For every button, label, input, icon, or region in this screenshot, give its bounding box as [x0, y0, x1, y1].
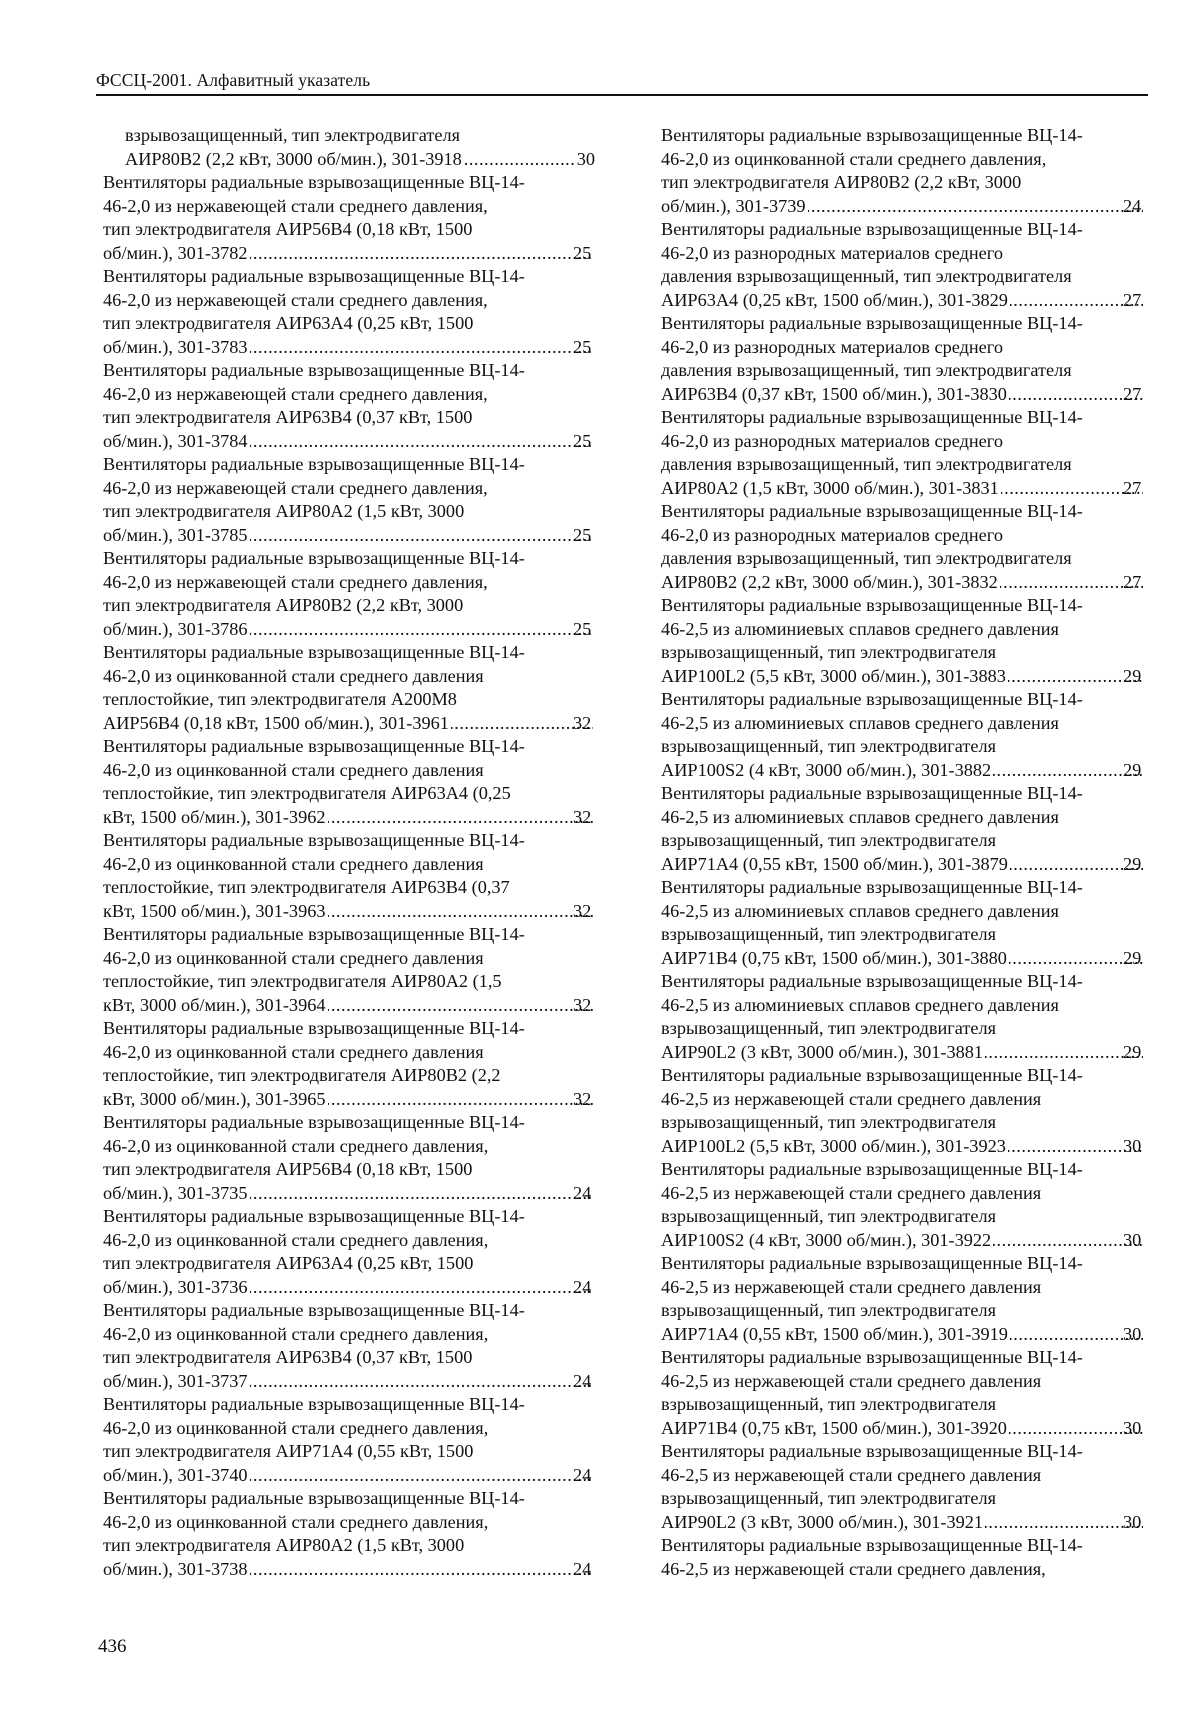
index-entry [103, 923, 595, 1017]
index-entry-text: 46-2,5 из алюминиевых сплавов среднего давления [661, 712, 1059, 733]
index-entry-text: 46-2,5 из нержавеющей стали среднего давления [661, 1088, 1042, 1109]
index-entry-text: Вентиляторы радиальные взрывозащищенные ВЦ-14- [661, 595, 1083, 615]
index-entry-text: 46-2,0 из разнородных материалов среднего [661, 524, 1003, 545]
index-entry-text: тип электродвигателя АИР63В4 (0,37 кВт, 1500 [103, 407, 473, 427]
index-entry-text: об/мин.), 301-3736 [103, 1276, 248, 1297]
index-entry [103, 829, 595, 923]
index-entry-text: Вентиляторы радиальные взрывозащищенные ВЦ-14- [661, 1441, 1083, 1461]
index-entry-text: Вентиляторы радиальные взрывозащищенные ВЦ-14- [103, 830, 525, 850]
index-entry-text: теплостойкие, тип электродвигателя АИР63В4 (0,37 [103, 877, 510, 897]
index-entry [103, 735, 595, 829]
index-entry-text: кВт, 1500 об/мин.), 301-3962 [103, 806, 326, 827]
index-entry-text: АИР71А4 (0,55 кВт, 1500 об/мин.), 301-3879 [661, 853, 1008, 874]
index-entry-text: Вентиляторы радиальные взрывозащищенные ВЦ-14- [661, 783, 1083, 803]
index-column-right [661, 124, 1145, 1581]
index-entry-last-line: об/мин.), 301-3736 ..... 24 [125, 1276, 595, 1300]
index-entry-text: Вентиляторы радиальные взрывозащищенные ВЦ-14- [103, 1394, 525, 1414]
index-entry-text: 46-2,0 из оцинкованной стали среднего давления [103, 759, 484, 780]
index-entry-text: тип электродвигателя АИР63В4 (0,37 кВт, 1500 [103, 1347, 473, 1367]
index-entry-text: АИР80В2 (2,2 кВт, 3000 об/мин.), 301-3832 [661, 571, 998, 592]
index-entry-text: тип электродвигателя АИР71А4 (0,55 кВт, 1500 [103, 1441, 474, 1461]
index-entry-text: тип электродвигателя АИР80А2 (1,5 кВт, 3000 [103, 501, 465, 521]
index-entry-text: АИР63А4 (0,25 кВт, 1500 об/мин.), 301-3829 [661, 289, 1008, 310]
index-entry-text: 46-2,0 из оцинкованной стали среднего давления, [103, 1511, 489, 1532]
index-entry [661, 124, 1145, 218]
index-entry [103, 359, 595, 453]
index-entry [103, 547, 595, 641]
index-entry-text: об/мин.), 301-3738 [103, 1558, 248, 1579]
index-entry-text: 46-2,0 из разнородных материалов среднего [661, 242, 1003, 263]
index-entry-text: взрывозащищенный, тип электродвигателя [661, 1112, 997, 1132]
dot-leader [1000, 571, 1143, 595]
index-entry-text: АИР90L2 (3 кВт, 3000 об/мин.), 301-3881 [661, 1041, 984, 1062]
index-entry-last-line: АИР100S2 (4 кВт, 3000 об/мин.), 301-3922 ..... 30 [683, 1229, 1145, 1253]
index-entry-text: АИР80В2 (2,2 кВт, 3000 об/мин.), 301-3918 [125, 148, 462, 169]
index-entry-last-line: АИР63А4 (0,25 кВт, 1500 об/мин.), 301-3829 ..... 27 [683, 289, 1145, 313]
index-entry-text: об/мин.), 301-3786 [103, 618, 248, 639]
index-entry-text: давления взрывозащищенный, тип электродвигателя [661, 548, 1072, 568]
index-entry-text: Вентиляторы радиальные взрывозащищенные ВЦ-14- [661, 1253, 1083, 1273]
index-entry-text: Вентиляторы радиальные взрывозащищенные ВЦ-14- [661, 501, 1083, 521]
index-entry-last-line: кВт, 1500 об/мин.), 301-3963 ..... 32 [125, 900, 595, 924]
index-entry-last-line: АИР80А2 (1,5 кВт, 3000 об/мин.), 301-3831 ..... 27 [683, 477, 1145, 501]
dot-leader [250, 336, 593, 360]
index-entry [103, 1393, 595, 1487]
index-entry-text: Вентиляторы радиальные взрывозащищенные ВЦ-14- [103, 736, 525, 756]
index-entry-text: об/мин.), 301-3737 [103, 1370, 248, 1391]
index-entry [661, 782, 1145, 876]
index-entry-text: 46-2,0 из оцинкованной стали среднего давления, [103, 1417, 489, 1438]
index-entry [661, 500, 1145, 594]
index-entry-text: Вентиляторы радиальные взрывозащищенные ВЦ-14- [661, 313, 1083, 333]
index-entry-text: Вентиляторы радиальные взрывозащищенные ВЦ-14- [103, 172, 525, 192]
index-entry [103, 1205, 595, 1299]
index-entry-last-line: об/мин.), 301-3740 ..... 24 [125, 1464, 595, 1488]
index-entry-text: кВт, 3000 об/мин.), 301-3965 [103, 1088, 326, 1109]
dot-leader [464, 148, 575, 172]
index-entry-text: Вентиляторы радиальные взрывозащищенные ВЦ-14- [661, 971, 1083, 991]
dot-leader [985, 1511, 1143, 1535]
index-entry-text: взрывозащищенный, тип электродвигателя [661, 1488, 997, 1508]
index-entry-text: теплостойкие, тип электродвигателя АИР80В2 (2,2 [103, 1065, 501, 1085]
index-entry-text: об/мин.), 301-3785 [103, 524, 248, 545]
index-entry-text: 46-2,5 из алюминиевых сплавов среднего давления [661, 806, 1059, 827]
index-entry-last-line: АИР71А4 (0,55 кВт, 1500 об/мин.), 301-3879 ..... 29 [683, 853, 1145, 877]
index-entry-text: 46-2,5 из алюминиевых сплавов среднего давления [661, 900, 1059, 921]
index-entry-last-line: кВт, 3000 об/мин.), 301-3965 ..... 32 [125, 1088, 595, 1112]
page-number: 436 [98, 1636, 127, 1657]
index-entry-text: об/мин.), 301-3782 [103, 242, 248, 263]
index-entry-text: 46-2,5 из алюминиевых сплавов среднего давления [661, 618, 1059, 639]
dot-leader [250, 524, 593, 548]
index-entry [661, 970, 1145, 1064]
index-entry-text: 46-2,0 из нержавеющей стали среднего давления, [103, 195, 488, 216]
index-entry [103, 641, 595, 735]
index-entry-text: Вентиляторы радиальные взрывозащищенные ВЦ-14- [661, 407, 1083, 427]
index-entry-text: тип электродвигателя АИР63А4 (0,25 кВт, 1500 [103, 1253, 474, 1273]
index-entry-text: Вентиляторы радиальные взрывозащищенные ВЦ-14- [103, 642, 525, 662]
dot-leader [250, 1464, 593, 1488]
index-entry-text: Вентиляторы радиальные взрывозащищенные ВЦ-14- [103, 454, 525, 474]
index-entry-text: 46-2,5 из нержавеющей стали среднего давления, [661, 1558, 1046, 1579]
dot-leader [250, 1276, 593, 1300]
index-entry-text: тип электродвигателя АИР56В4 (0,18 кВт, 1500 [103, 1159, 473, 1179]
index-entry-text: 46-2,0 из оцинкованной стали среднего давления, [103, 1135, 489, 1156]
index-entry-text: 46-2,0 из оцинкованной стали среднего давления, [661, 148, 1047, 169]
dot-leader [328, 806, 594, 830]
index-entry-text: взрывозащищенный, тип электродвигателя [125, 125, 461, 145]
index-entry-text: АИР56В4 (0,18 кВт, 1500 об/мин.), 301-3961 [103, 712, 449, 733]
index-entry-text: теплостойкие, тип электродвигателя АИР80А2 (1,5 [103, 971, 502, 991]
index-column-left [103, 124, 595, 1581]
index-entry-text: АИР71А4 (0,55 кВт, 1500 об/мин.), 301-3919 [661, 1323, 1008, 1344]
index-entry-text: АИР63В4 (0,37 кВт, 1500 об/мин.), 301-3830 [661, 383, 1007, 404]
index-entry-text: Вентиляторы радиальные взрывозащищенные ВЦ-14- [661, 689, 1083, 709]
index-entry-text: АИР100L2 (5,5 кВт, 3000 об/мин.), 301-3923 [661, 1135, 1006, 1156]
index-entry-text: Вентиляторы радиальные взрывозащищенные ВЦ-14- [103, 1018, 525, 1038]
index-entry-last-line: кВт, 1500 об/мин.), 301-3962 ..... 32 [125, 806, 595, 830]
index-entry-text: тип электродвигателя АИР80А2 (1,5 кВт, 3000 [103, 1535, 465, 1555]
index-entry-text: 46-2,0 из разнородных материалов среднего [661, 430, 1003, 451]
index-entry-last-line: кВт, 3000 об/мин.), 301-3964 ..... 32 [125, 994, 595, 1018]
dot-leader [250, 618, 593, 642]
index-entry-last-line: АИР100L2 (5,5 кВт, 3000 об/мин.), 301-3883 ..... 29 [683, 665, 1145, 689]
index-entry-text: 46-2,0 из оцинкованной стали среднего давления [103, 1041, 484, 1062]
index-entry-text: 46-2,0 из нержавеющей стали среднего давления, [103, 571, 488, 592]
index-entry-text: 46-2,5 из нержавеющей стали среднего давления [661, 1182, 1042, 1203]
index-entry-text: 46-2,0 из оцинкованной стали среднего давления, [103, 1229, 489, 1250]
index-entry-text: давления взрывозащищенный, тип электродвигателя [661, 454, 1072, 474]
index-entry [661, 1252, 1145, 1346]
index-entry-text: АИР71В4 (0,75 кВт, 1500 об/мин.), 301-3880 [661, 947, 1007, 968]
index-entry [103, 453, 595, 547]
index-entry-last-line: АИР71В4 (0,75 кВт, 1500 об/мин.), 301-3920 ..... 30 [683, 1417, 1145, 1441]
index-entry-text: 46-2,0 из разнородных материалов среднего [661, 336, 1003, 357]
index-entry-text: Вентиляторы радиальные взрывозащищенные ВЦ-14- [103, 1300, 525, 1320]
index-entry-text: об/мин.), 301-3740 [103, 1464, 248, 1485]
index-entry-last-line: об/мин.), 301-3735 ..... 24 [125, 1182, 595, 1206]
index-entry-text: Вентиляторы радиальные взрывозащищенные ВЦ-14- [661, 1159, 1083, 1179]
index-entry-last-line: АИР100S2 (4 кВт, 3000 об/мин.), 301-3882 ..... 29 [683, 759, 1145, 783]
index-entry-text: тип электродвигателя АИР56В4 (0,18 кВт, 1500 [103, 219, 473, 239]
index-entry-text: 46-2,5 из нержавеющей стали среднего давления [661, 1464, 1042, 1485]
index-entry [103, 1299, 595, 1393]
index-entry-last-line: об/мин.), 301-3786 ..... 25 [125, 618, 595, 642]
index-entry [661, 1534, 1145, 1581]
dot-leader [328, 900, 594, 924]
index-entry-last-line: об/мин.), 301-3738 ..... 24 [125, 1558, 595, 1582]
index-entry-page: 30 [576, 148, 595, 169]
index-entry-text: 46-2,5 из нержавеющей стали среднего давления [661, 1370, 1042, 1391]
index-entry-text: АИР100S2 (4 кВт, 3000 об/мин.), 301-3882 [661, 759, 992, 780]
index-entry [103, 171, 595, 265]
index-entry-text: теплостойкие, тип электродвигателя АИР63А4 (0,25 [103, 783, 511, 803]
index-entry-last-line: об/мин.), 301-3784 ..... 25 [125, 430, 595, 454]
index-entry-text: Вентиляторы радиальные взрывозащищенные ВЦ-14- [661, 877, 1083, 897]
index-entry-last-line: АИР71В4 (0,75 кВт, 1500 об/мин.), 301-3880 ..... 29 [683, 947, 1145, 971]
index-entry-text: Вентиляторы радиальные взрывозащищенные ВЦ-14- [661, 219, 1083, 239]
index-entry-text: Вентиляторы радиальные взрывозащищенные ВЦ-14- [103, 924, 525, 944]
index-entry-last-line: АИР56В4 (0,18 кВт, 1500 об/мин.), 301-3961 ..... 32 [125, 712, 595, 736]
dot-leader [250, 430, 593, 454]
dot-leader [808, 195, 1143, 219]
index-entry-last-line: АИР63В4 (0,37 кВт, 1500 об/мин.), 301-3830 ..... 27 [683, 383, 1145, 407]
index-entry [661, 218, 1145, 312]
dot-leader [250, 1370, 593, 1394]
index-entry-text: взрывозащищенный, тип электродвигателя [661, 924, 997, 944]
index-entry-last-line: об/мин.), 301-3739 ..... 24 [683, 195, 1145, 219]
index-entry-text: теплостойкие, тип электродвигателя А200М8 [103, 689, 457, 709]
index-entry-text: АИР100S2 (4 кВт, 3000 об/мин.), 301-3922 [661, 1229, 992, 1250]
index-entry-text: АИР80А2 (1,5 кВт, 3000 об/мин.), 301-3831 [661, 477, 999, 498]
index-entry [661, 688, 1145, 782]
dot-leader [1001, 477, 1143, 501]
dot-leader [250, 242, 593, 266]
index-entry-text: 46-2,0 из нержавеющей стали среднего давления, [103, 289, 488, 310]
index-entry-text: Вентиляторы радиальные взрывозащищенные ВЦ-14- [103, 360, 525, 380]
index-entry [661, 876, 1145, 970]
header-rule [96, 94, 1148, 96]
dot-leader [993, 1229, 1143, 1253]
index-entry-text: Вентиляторы радиальные взрывозащищенные ВЦ-14- [103, 1488, 525, 1508]
page-header-title: ФССЦ-2001. Алфавитный указатель [96, 70, 371, 90]
index-entry-text: кВт, 3000 об/мин.), 301-3964 [103, 994, 326, 1015]
index-entry-text: Вентиляторы радиальные взрывозащищенные ВЦ-14- [661, 1347, 1083, 1367]
index-entry [103, 124, 595, 171]
index-entry-text: АИР71В4 (0,75 кВт, 1500 об/мин.), 301-3920 [661, 1417, 1007, 1438]
index-entry-text: 46-2,0 из оцинкованной стали среднего давления [103, 947, 484, 968]
index-entry-text: 46-2,0 из нержавеющей стали среднего давления, [103, 477, 488, 498]
index-entry-text: Вентиляторы радиальные взрывозащищенные ВЦ-14- [661, 125, 1083, 145]
index-entry [103, 1017, 595, 1111]
index-entry [661, 594, 1145, 688]
index-entry-text: об/мин.), 301-3783 [103, 336, 248, 357]
index-entry-last-line: АИР80В2 (2,2 кВт, 3000 об/мин.), 301-3832 ..... 27 [683, 571, 1145, 595]
index-entry-text: об/мин.), 301-3784 [103, 430, 248, 451]
index-entry [661, 1346, 1145, 1440]
dot-leader [328, 994, 594, 1018]
index-entry [103, 1111, 595, 1205]
index-entry [661, 1440, 1145, 1534]
dot-leader [993, 759, 1143, 783]
index-entry [661, 1064, 1145, 1158]
index-entry-text: 46-2,0 из оцинкованной стали среднего давления [103, 665, 484, 686]
index-entry-text: Вентиляторы радиальные взрывозащищенные ВЦ-14- [103, 548, 525, 568]
index-entry-text: тип электродвигателя АИР80В2 (2,2 кВт, 3000 [103, 595, 464, 615]
index-entry-text: взрывозащищенный, тип электродвигателя [661, 1300, 997, 1320]
index-entry-last-line [125, 148, 595, 172]
index-entry-text: 46-2,0 из нержавеющей стали среднего давления, [103, 383, 488, 404]
index-entry-text: Вентиляторы радиальные взрывозащищенные ВЦ-14- [103, 1112, 525, 1132]
index-entry-text: 46-2,0 из оцинкованной стали среднего давления, [103, 1323, 489, 1344]
index-entry-text: об/мин.), 301-3735 [103, 1182, 248, 1203]
index-entry-text: 46-2,5 из алюминиевых сплавов среднего давления [661, 994, 1059, 1015]
dot-leader [250, 1182, 593, 1206]
index-entry-text: тип электродвигателя АИР80В2 (2,2 кВт, 3000 [661, 172, 1022, 192]
index-entry [661, 406, 1145, 500]
dot-leader [985, 1041, 1143, 1065]
index-entry-text: 46-2,5 из нержавеющей стали среднего давления [661, 1276, 1042, 1297]
index-entry-text: взрывозащищенный, тип электродвигателя [661, 1206, 997, 1226]
index-entry-text: взрывозащищенный, тип электродвигателя [661, 642, 997, 662]
dot-leader [250, 1558, 593, 1582]
index-entry-text: об/мин.), 301-3739 [661, 195, 806, 216]
index-entry-text: взрывозащищенный, тип электродвигателя [661, 1394, 997, 1414]
index-entry-text: взрывозащищенный, тип электродвигателя [661, 830, 997, 850]
index-entry-text: Вентиляторы радиальные взрывозащищенные ВЦ-14- [103, 1206, 525, 1226]
dot-leader [451, 712, 593, 736]
index-entry [661, 1158, 1145, 1252]
index-entry-text: взрывозащищенный, тип электродвигателя [661, 736, 997, 756]
index-entry-text: тип электродвигателя АИР63А4 (0,25 кВт, 1500 [103, 313, 474, 333]
index-entry-last-line: об/мин.), 301-3782 ..... 25 [125, 242, 595, 266]
index-entry [103, 265, 595, 359]
index-entry-last-line: АИР71А4 (0,55 кВт, 1500 об/мин.), 301-3919 ..... 30 [683, 1323, 1145, 1347]
index-entry-text: взрывозащищенный, тип электродвигателя [661, 1018, 997, 1038]
index-entry-last-line: об/мин.), 301-3737 ..... 24 [125, 1370, 595, 1394]
index-entry-text: давления взрывозащищенный, тип электродвигателя [661, 360, 1072, 380]
index-entry-text: Вентиляторы радиальные взрывозащищенные ВЦ-14- [661, 1065, 1083, 1085]
index-entry-last-line: АИР100L2 (5,5 кВт, 3000 об/мин.), 301-3923 ..... 30 [683, 1135, 1145, 1159]
index-entry-last-line: об/мин.), 301-3783 ..... 25 [125, 336, 595, 360]
index-entry [661, 312, 1145, 406]
dot-leader [328, 1088, 594, 1112]
index-entry-last-line: АИР90L2 (3 кВт, 3000 об/мин.), 301-3921 ..... 30 [683, 1511, 1145, 1535]
index-entry-text: АИР90L2 (3 кВт, 3000 об/мин.), 301-3921 [661, 1511, 984, 1532]
index-entry-text: Вентиляторы радиальные взрывозащищенные ВЦ-14- [661, 1535, 1083, 1555]
index-entry-last-line: об/мин.), 301-3785 ..... 25 [125, 524, 595, 548]
index-entry-last-line: АИР90L2 (3 кВт, 3000 об/мин.), 301-3881 ..... 29 [683, 1041, 1145, 1065]
index-entry-text: кВт, 1500 об/мин.), 301-3963 [103, 900, 326, 921]
index-entry-text: АИР100L2 (5,5 кВт, 3000 об/мин.), 301-3883 [661, 665, 1006, 686]
index-entry-text: 46-2,0 из оцинкованной стали среднего давления [103, 853, 484, 874]
index-entry-text: Вентиляторы радиальные взрывозащищенные ВЦ-14- [103, 266, 525, 286]
index-entry-text: давления взрывозащищенный, тип электродвигателя [661, 266, 1072, 286]
index-entry [103, 1487, 595, 1581]
